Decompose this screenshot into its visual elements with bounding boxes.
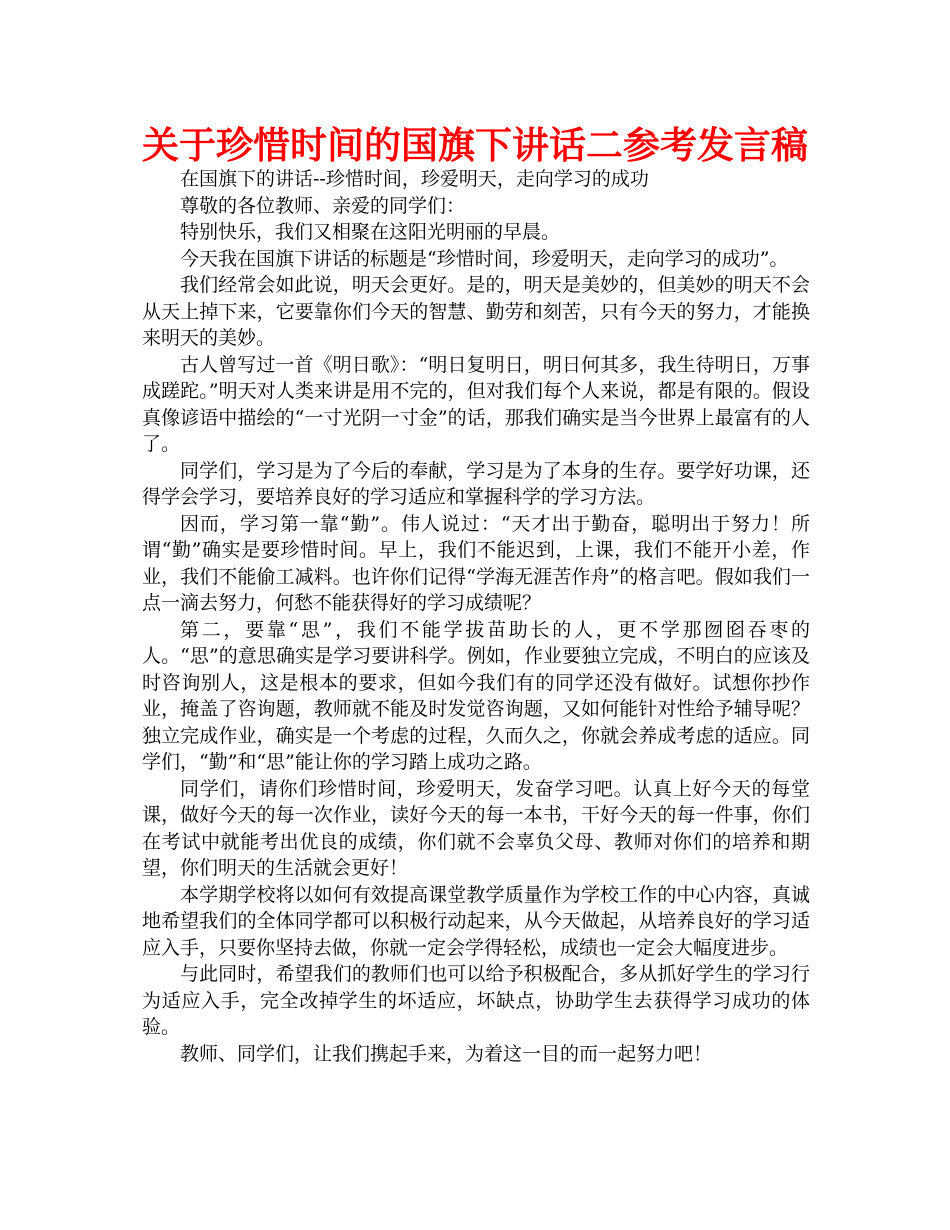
document-body bbox=[142, 166, 810, 1067]
paragraph: 因而，学习第一靠“勤”。伟人说过：“天才出于勤奋，聪明出于努力！所谓“勤”确实是要珍惜时间。早上，我们不能迟到，上课，我们不能开小差，作业，我们不能偷工减料。也许你们记得“学海无涯苦作舟”的格言吧。假如我们一点一滴去努力，何愁不能获得好的学习成绩呢？ bbox=[142, 512, 810, 614]
paragraph: 今天我在国旗下讲话的标题是“珍惜时间，珍爱明天，走向学习的成功”。 bbox=[180, 247, 789, 270]
paragraph: 第二，要靠“思”，我们不能学拔苗助长的人，更不学那囫囵吞枣的人。“思”的意思确实是学习要讲科学。例如，作业要独立完成，不明白的应该及时咨询别人，这是根本的要求，但如今我们有的同学还没有做好。试想你抄作业，掩盖了咨询题，教师就不能及时发觉咨询题，又如何能针对性给予辅导呢？独立完成作业，确实是一个考虑的过程，久而久之，你就会养成考虑的适应。同学们，“勤”和“思”能让你的学习踏上成功之路。 bbox=[142, 618, 810, 773]
paragraph: 我们经常会如此说，明天会更好。是的，明天是美妙的，但美妙的明天不会从天上掉下来，它要靠你们今天的智慧、勤劳和刻苦，只有今天的努力，才能换来明天的美妙。 bbox=[142, 274, 810, 349]
paragraph: 同学们，学习是为了今后的奉献，学习是为了本身的生存。要学好功课，还得学会学习，要培养良好的学习适应和掌握科学的学习方法。 bbox=[142, 459, 810, 508]
paragraph: 在国旗下的讲话--珍惜时间，珍爱明天，走向学习的成功 bbox=[180, 168, 649, 190]
paragraph: 特别快乐，我们又相聚在这阳光明丽的早晨。 bbox=[180, 221, 561, 243]
document-title: 关于珍惜时间的国旗下讲话二参考发言稿 bbox=[142, 124, 808, 167]
paragraph: 尊敬的各位教师、亲爱的同学们： bbox=[180, 194, 466, 217]
paragraph: 教师、同学们，让我们携起手来，为着这一目的而一起努力吧！ bbox=[180, 1042, 713, 1065]
paragraph: 古人曾写过一首《明日歌》：“明日复明日，明日何其多，我生待明日，万事成蹉跎。”明天对人类来讲是用不完的，但对我们每个人来说，都是有限的。假设真像谚语中描绘的“一寸光阴一寸金”的话，那我们确实是当今世界上最富有的人了。 bbox=[142, 353, 810, 455]
paragraph: 同学们，请你们珍惜时间，珍爱明天，发奋学习吧。认真上好今天的每堂课，做好今天的每一次作业，读好今天的每一本书，干好今天的每一件事，你们在考试中就能考出优良的成绩，你们就不会辜负父母、教师对你们的培养和期望，你们明天的生活就会更好！ bbox=[142, 777, 810, 879]
paragraph: 本学期学校将以如何有效提高课堂教学质量作为学校工作的中心内容，真诚地希望我们的全体同学都可以积极行动起来，从今天做起，从培养良好的学习适应入手，只要你坚持去做，你就一定会学得轻松，成绩也一定会大幅度进步。 bbox=[142, 883, 810, 959]
paragraph: 与此同时，希望我们的教师们也可以给予积极配合，多从抓好学生的学习行为适应入手，完全改掉学生的坏适应，坏缺点，协助学生去获得学习成功的体验。 bbox=[142, 963, 810, 1038]
